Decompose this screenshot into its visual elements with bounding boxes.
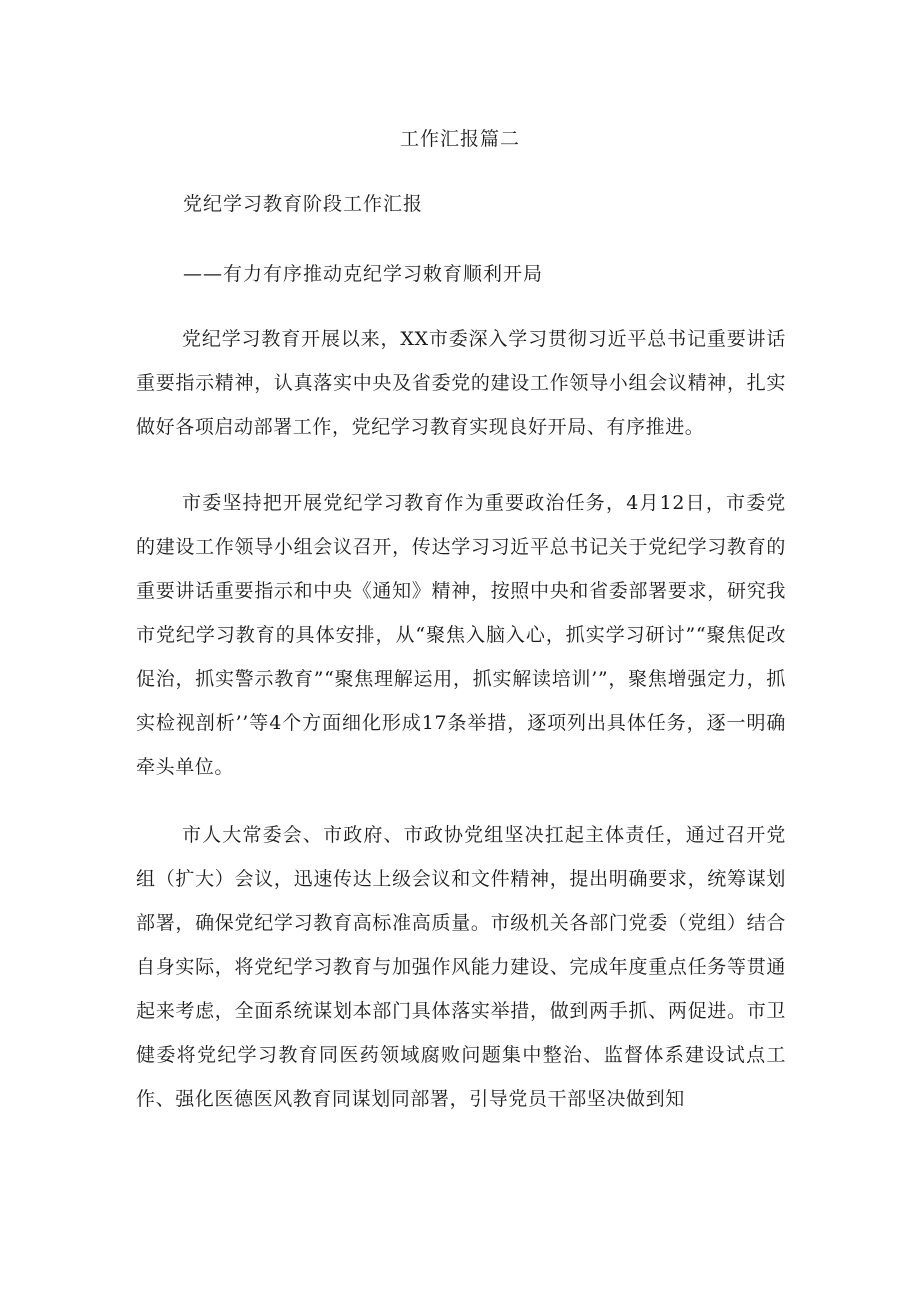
report-subheading: ——有力有序推动克纪学习敕育顺利开局 <box>183 263 544 285</box>
report-heading: 党纪学习教育阶段工作汇报 <box>183 193 424 215</box>
paragraph-3: 市人大常委会、市政府、市政协党组坚决扛起主体责任，通过召开党组（扩大）会议，迅速传达上级会议和文件精神，提出明确要求，统筹谋划部署，确保党纪学习教育高标准高质量。市级机关各部门党委（党组）结合自身实际，将党纪学习教育与加强作风能力建设、完成年度重点任务等贯通起来考虑，全面系统谋划本部门具体落实举措，做到两手抓、两促进。市卫健委将党纪学习教育同医药领域腐败问题集中整治、监督体系建设试点工作、强化医德医风教育同谋划同部署，引导党员干部坚决做到知 <box>136 824 786 1110</box>
paragraph-2: 市委坚持把开展党纪学习教育作为重要政治任务，4月12日，市委党的建设工作领导小组会议召开，传达学习习近平总书记关于党纪学习教育的重要讲话重要指示和中央《通知》精神，按照中央和省委部署要求，研究我市党纪学习教育的具体安排，从“聚焦入脑入心，抓实学习研讨”“聚焦促改促治，抓实警示教育”“聚焦理解运用，抓实解读培训’”，聚焦增强定力，抓实检视剖析’’等4个方面细化形成17条举措，逐项列出具体任务，逐一明确牵头单位。 <box>136 492 786 778</box>
paragraph-1: 党纪学习教育开展以来，XX市委深入学习贯彻习近平总书记重要讲话重要指示精神，认真落实中央及省委党的建设工作领导小组会议精神，扎实做好各项启动部署工作，党纪学习教育实现良好开局、有序推进。 <box>136 328 786 438</box>
document-title: 工作汇报篇二 <box>399 128 520 150</box>
